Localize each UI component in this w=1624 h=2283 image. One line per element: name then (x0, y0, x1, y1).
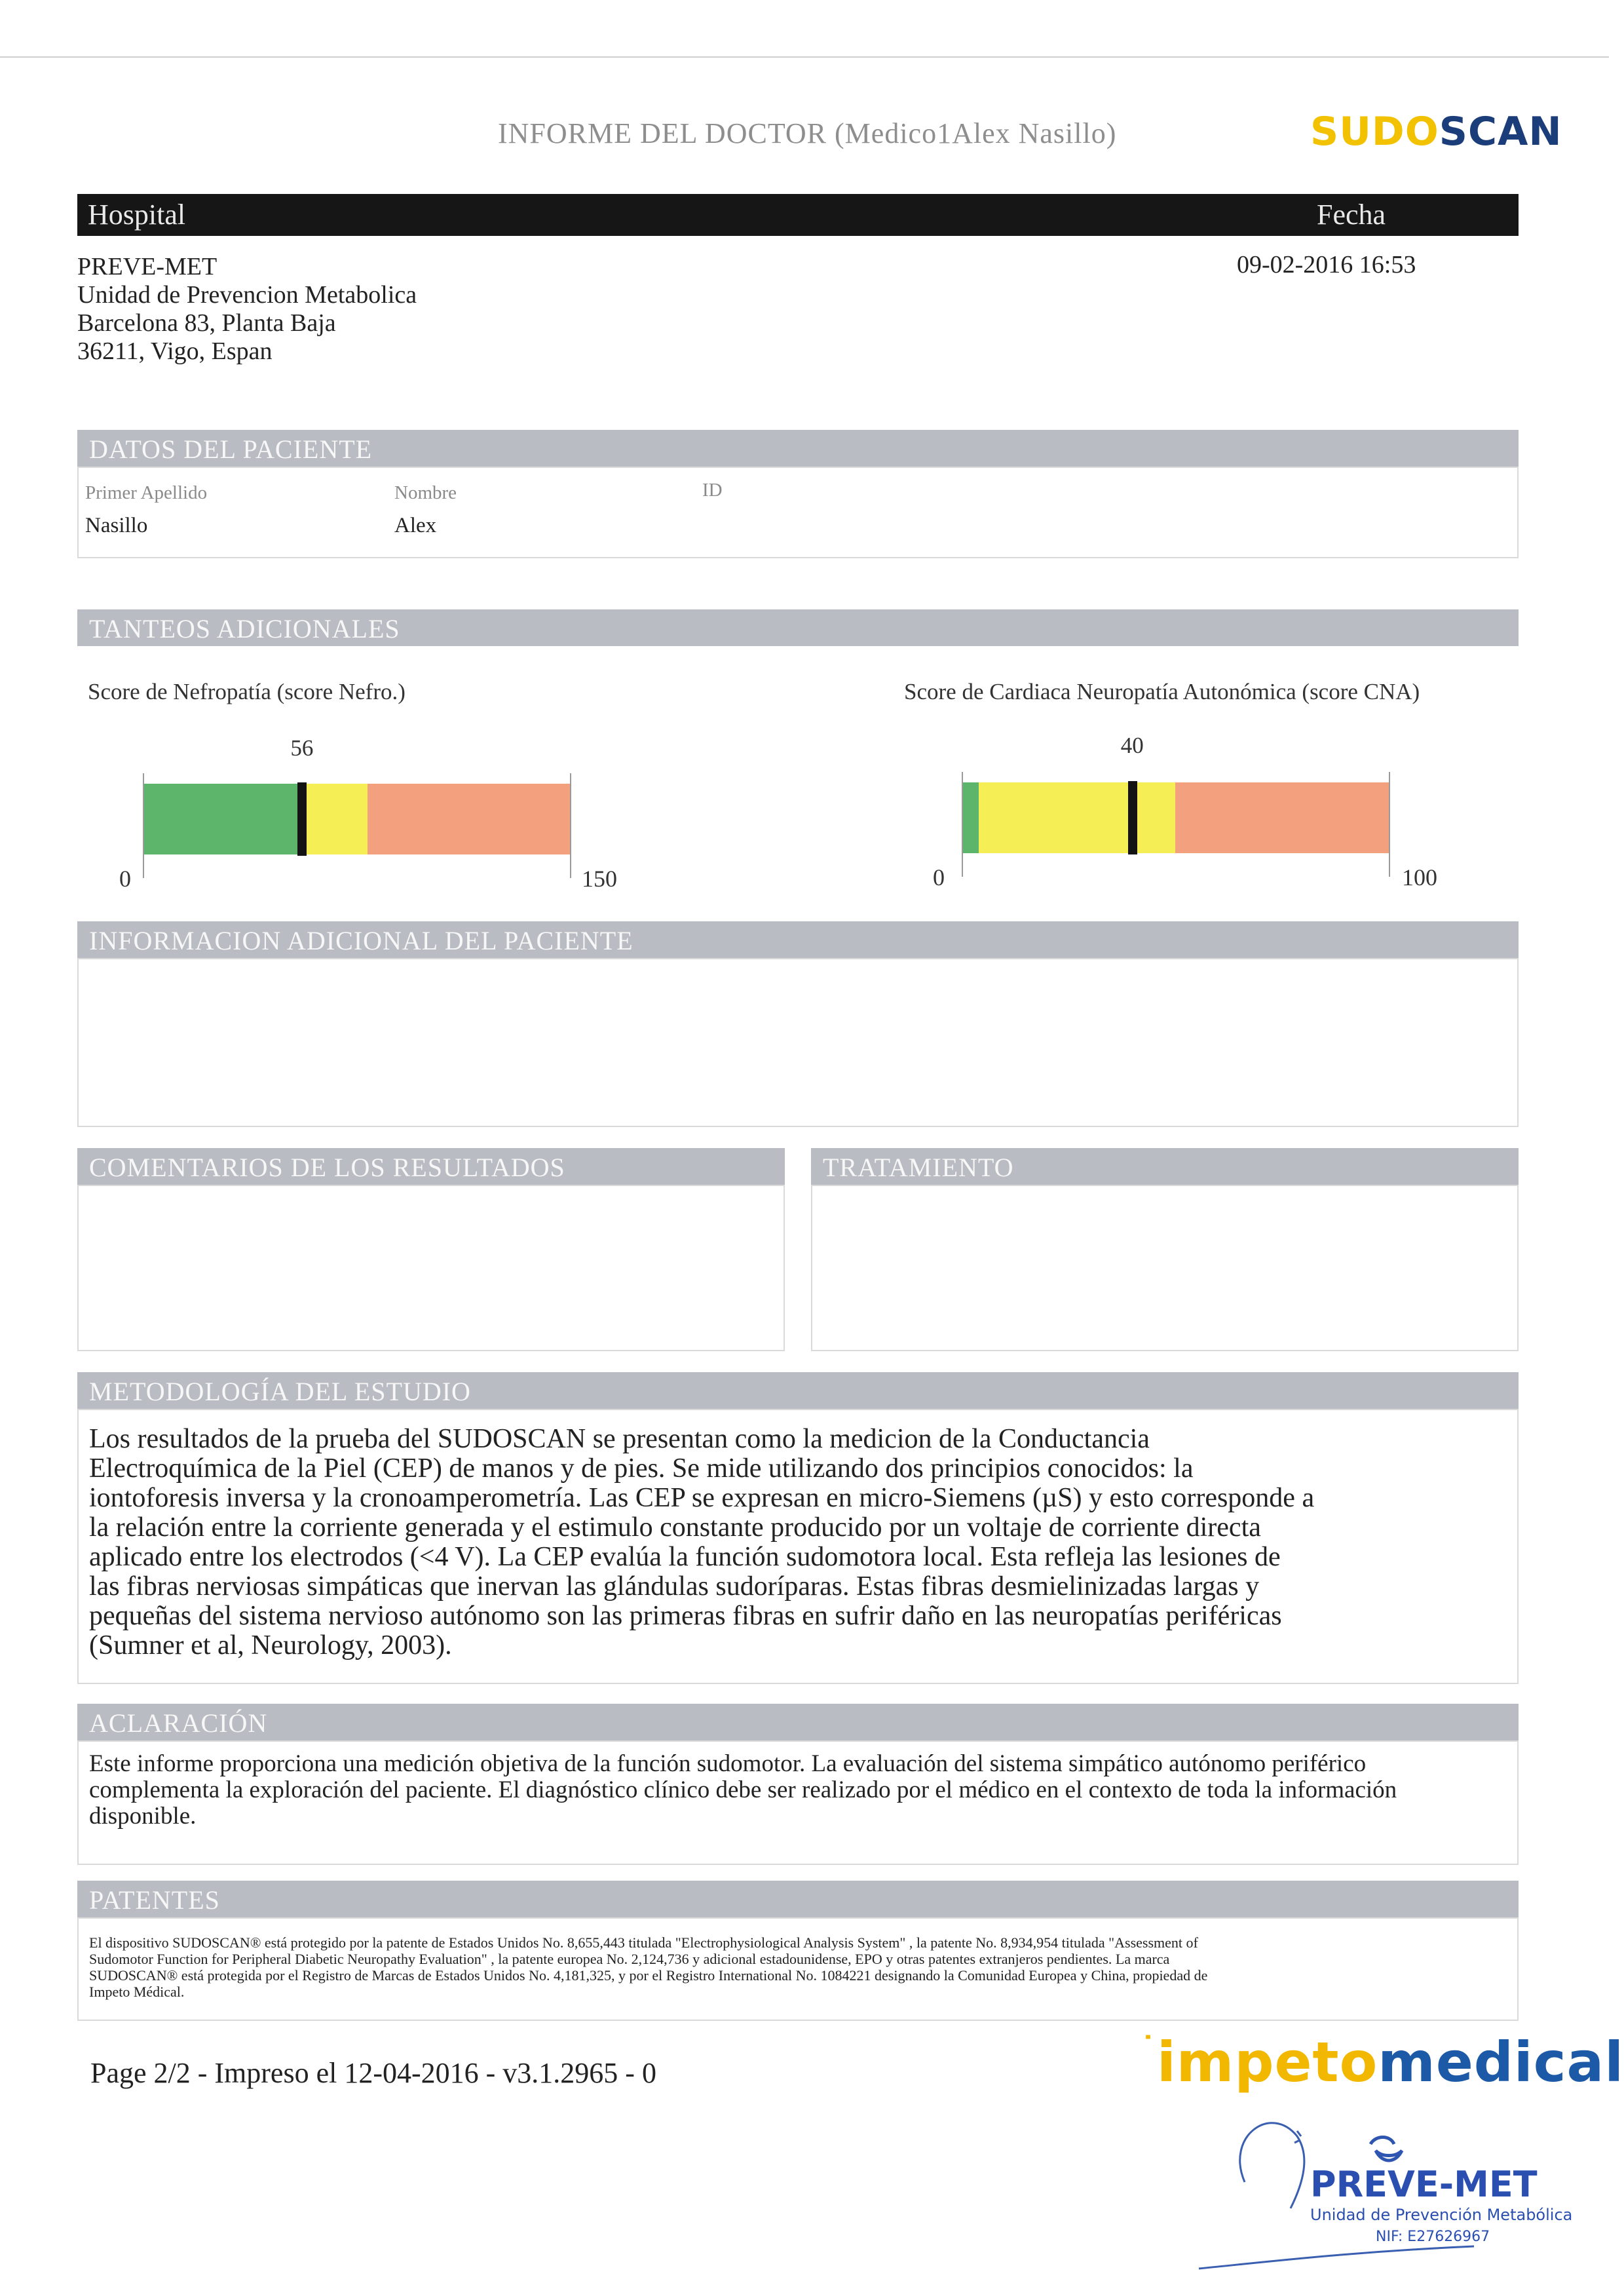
cna-orange-zone (1175, 782, 1389, 853)
patents-header (77, 1881, 1519, 1917)
patient-section-header (77, 430, 1519, 467)
hospital-street: Barcelona 83, Planta Baja (77, 309, 336, 337)
disclaimer-box (77, 1740, 1519, 1865)
treatment-header (811, 1148, 1519, 1185)
nefro-max-tick (570, 773, 571, 878)
hospital-address (77, 253, 417, 366)
patient-data-box (77, 467, 1519, 558)
nefro-min-label: 0 (119, 866, 131, 892)
cna-max-label: 100 (1402, 864, 1437, 891)
signature-stroke (1240, 2123, 1304, 2208)
report-title: INFORME DEL DOCTOR (Medico1Alex Nasillo) (498, 117, 1117, 149)
methodology-text: Los resultados de la prueba del SUDOSCAN se presentan como la medicion de la Conductancia Electroquímica de la Piel (CEP) de manos y de pies. Se mide utilizando dos principios conocidos: la iontoforesis inversa y la cronoamperometría. Las CEP se expresan en micro-Siemens (µS) y esto corresponde a la relación entre la corriente generada y el estimulo constante producido por un voltaje de corriente directa aplicado entre los electrodos (<4 V). La CEP evalúa la función sudomotora local. Esta refleja las lesiones de las fibras nerviosas simpáticas que inervan las glándulas sudoríparas. Estas fibras desmielinizadas largas y pequeñas del sistema nervioso autónomo son las primeras fibras en sufrir daño en las neuropatías periféricas (Sumner et al, Neurology, 2003). (89, 1424, 1315, 1660)
patents-box (77, 1917, 1519, 2021)
cna-min-tick (962, 772, 963, 877)
top-divider (0, 56, 1609, 58)
hospital-unit: Unidad de Prevencion Metabolica (77, 281, 417, 309)
comments-header (77, 1148, 785, 1185)
signature-underline (1199, 2246, 1474, 2269)
nefro-score-value: 56 (290, 735, 314, 761)
patient-section-title: DATOS DEL PACIENTE (89, 434, 373, 464)
cna-min-label: 0 (933, 864, 945, 891)
disclaimer-header (77, 1704, 1519, 1740)
fecha-label: Fecha (1317, 199, 1386, 231)
cna-max-tick (1389, 772, 1390, 877)
hospital-name: PREVE-MET (77, 253, 217, 280)
stamp-name: PREVE-MET (1310, 2164, 1538, 2205)
hospital-city: 36211, Vigo, Espan (77, 337, 273, 365)
disclaimer-text: Este informe proporciona una medición objetiva de la función sudomotor. La evaluación del sistema simpático autónomo periférico complementa la exploración del paciente. El diagnóstico clínico debe ser realizado por el médico en el contexto de toda la información disponible. (89, 1750, 1397, 1830)
nefro-score-marker (297, 782, 307, 856)
cna-score-gauge (962, 782, 1389, 853)
nefro-min-tick (143, 773, 144, 878)
cna-score-value: 40 (1120, 733, 1144, 758)
treatment-box (811, 1185, 1519, 1351)
page-footer: Page 2/2 - Impreso el 12-04-2016 - v3.1.2965 - 0 (90, 2057, 656, 2089)
cna-yellow-zone (979, 782, 1175, 853)
nefro-yellow-zone (302, 784, 368, 854)
sudoscan-logo: SUDOSCAN (1310, 109, 1562, 155)
nefro-orange-zone (368, 784, 570, 854)
stamp-unit: Unidad de Prevención Metabólica (1310, 2206, 1573, 2224)
treatment-title: TRATAMIENTO (823, 1153, 1014, 1182)
impeto-medical-logo: ˙impetomedical (1140, 2030, 1624, 2094)
nefro-max-label: 150 (582, 866, 617, 892)
clinic-stamp (1199, 2097, 1573, 2283)
comments-title: COMENTARIOS DE LOS RESULTADOS (89, 1153, 565, 1182)
cna-score-marker (1128, 781, 1137, 854)
cna-score-title: Score de Cardiaca Neuropatía Autonómica (score CNA) (904, 679, 1420, 704)
report-date: 09-02-2016 16:53 (1237, 251, 1416, 278)
nefro-green-zone (143, 784, 302, 854)
stamp-nif: NIF: E27626967 (1376, 2229, 1490, 2245)
methodology-box (77, 1409, 1519, 1684)
comments-box (77, 1185, 785, 1351)
nefro-score-title: Score de Nefropatía (score Nefro.) (88, 679, 406, 704)
additional-info-box (77, 958, 1519, 1127)
nefro-score-gauge (143, 784, 570, 854)
surname-label: Primer Apellido (85, 482, 208, 503)
methodology-header (77, 1372, 1519, 1409)
additional-info-title: INFORMACION ADICIONAL DEL PACIENTE (89, 926, 633, 955)
methodology-title: METODOLOGÍA DEL ESTUDIO (89, 1377, 471, 1406)
hospital-header-bar (77, 194, 1519, 236)
patents-title: PATENTES (89, 1885, 220, 1915)
additional-info-header (77, 921, 1519, 958)
patents-text: El dispositivo SUDOSCAN® está protegido por la patente de Estados Unidos No. 8,655,443 titulada "Electrophysiological Analysis System" , la patente No. 8,934,954 titulada "Assessment of Sudomotor Function for Peripheral Diabetic Neuropathy Evaluation" , la patente europea No. 2,124,736 y adicional estadounidense, EPO y otras patentes extranjeros pendientes. La marca SUDOSCAN® está protegida por el Registro de Marcas de Estados Unidos No. 4,181,325, y por el Registro International No. 1084221 designando la Comunidad Europea y China, propiedad de Impeto Médical. (89, 1934, 1208, 2000)
name-label: Nombre (394, 482, 457, 503)
scores-section-header (77, 609, 1519, 646)
name-value: Alex (394, 514, 437, 537)
cna-green-zone (962, 782, 979, 853)
hospital-label: Hospital (88, 199, 186, 231)
id-label: ID (702, 480, 723, 501)
stamp-emblem-icon (1370, 2138, 1402, 2161)
surname-value: Nasillo (85, 514, 148, 537)
scores-section-title: TANTEOS ADICIONALES (89, 614, 400, 643)
disclaimer-title: ACLARACIÓN (89, 1708, 268, 1738)
